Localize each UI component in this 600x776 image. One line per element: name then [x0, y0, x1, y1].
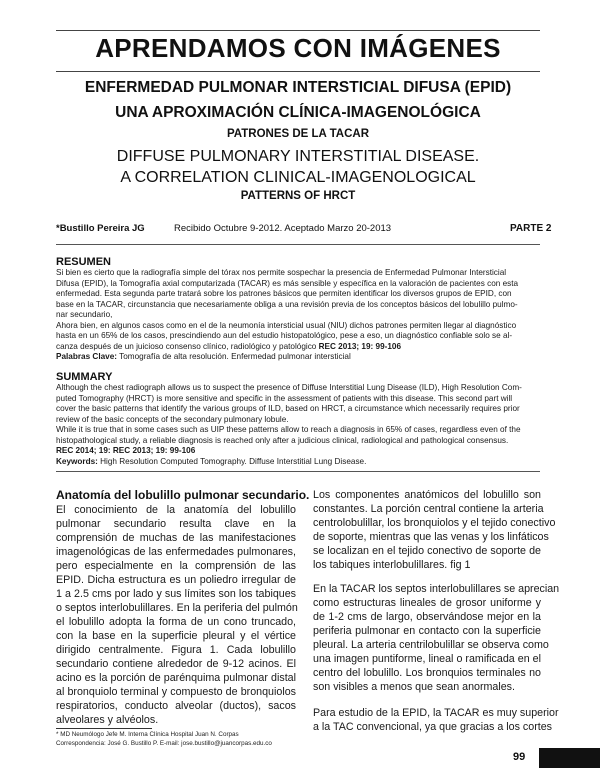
- page-number: 99: [513, 751, 526, 763]
- summary-line: Although the chest radiograph allows us to suspect the presence of Diffuse Interstitial Lung Disease (ILD), High Resolution Com-: [56, 383, 522, 392]
- author: *Bustillo Pereira JG: [56, 223, 145, 234]
- body-line: centrolobulillar, los bronquiolos y el tejido conectivo: [313, 517, 556, 529]
- summary-keywords-label: Keywords:: [56, 456, 98, 466]
- body-line: El conocimiento de la anatomía del lobulillo: [56, 504, 296, 516]
- resumen-line: Ahora bien, en algunos casos como en el de la neumonía intersticial usual (NIU) dichos patrones permiten llegar al diagnóstico: [56, 320, 517, 330]
- resumen-line: enfermedad. Esta segunda parte tratará sobre los patrones básicos que permiten identificar los diversos grupos de EPID, con: [56, 289, 512, 298]
- body-line: secundario contiene alrededor de 9-12 acinos. El: [56, 658, 296, 670]
- resumen-line: Si bien es cierto que la radiografía simple del tórax nos permite sospechar la presencia de Enfermedad Pulmonar Intersticial: [56, 268, 507, 277]
- body-line: Los componentes anatómicos del lobulillo son: [313, 489, 541, 501]
- resumen-keywords-text: Tomografía de alta resolución. Enfermedad pulmonar intersticial: [117, 352, 351, 361]
- resumen-keywords: [56, 352, 540, 363]
- page-number-bar: [539, 748, 600, 768]
- body-line: respiratorios, conducto alveolar (ductos), sacos: [56, 700, 296, 712]
- body-line: 1 a 2.5 cms por lado y sus límites son los tabiques: [56, 588, 296, 600]
- section-heading-anatomia: Anatomía del lobulillo pulmonar secundario.: [56, 488, 310, 502]
- body-line: En la TACAR los septos interlobulillares se aprecian: [313, 583, 560, 595]
- summary-line: histopathological study, a reliable diagnosis is reached only after a judicious clinical, radiological and pathological consensus.: [56, 435, 509, 445]
- summary-ref: [56, 446, 540, 457]
- body-line: con la base en la superficie pleural y el vértice: [56, 630, 296, 642]
- dates: Recibido Octubre 9-2012. Aceptado Marzo 20-2013: [174, 223, 392, 234]
- body-line: comprensión de muchas de las manifestaciones: [56, 532, 296, 544]
- resumen-line: hasta en un 65% de los casos, prescindiendo aun del estudio histopatológico, pese a eso, un diagnóstico confiable solo se al-: [56, 331, 513, 340]
- body-line: EPID. Dicha estructura es un poliedro irregular de: [56, 574, 296, 586]
- body-line: de 1-2 cms de largo, observándose mejor en la: [313, 611, 541, 623]
- footnote-affiliation: * MD Neumólogo Jefe M. Interna Clínica Hospital Juan N. Corpas: [56, 731, 239, 738]
- summary-heading: SUMMARY: [56, 371, 113, 383]
- summary-line: review of the basic concepts of the secondary pulmonary lobule.: [56, 414, 289, 424]
- summary-line: While it is true that in some cases such as UIP these patterns allow to reach a diagnosis in 65% of cases, regardless even of the: [56, 425, 521, 434]
- body-line: periferia pulmonar en contacto con la superficie: [313, 625, 541, 637]
- title-en-line2: A CORRELATION CLINICAL-IMAGENOLOGICAL: [120, 169, 476, 186]
- title-es-line2: UNA APROXIMACIÓN CLÍNICA-IMAGENOLÓGICA: [115, 104, 481, 121]
- body-line: dirigido centralmente. Figura 1. Cada lobulillo: [56, 644, 296, 656]
- section-title: APRENDAMOS CON IMÁGENES: [95, 33, 501, 63]
- body-line: pulmonar secundario resulta clave en la: [56, 518, 296, 530]
- title-es-line1: ENFERMEDAD PULMONAR INTERSTICIAL DIFUSA (EPID): [84, 79, 512, 96]
- body-line: Para estudio de la EPID, la TACAR es muy superior: [313, 707, 559, 719]
- summary-line: puted Tomography (HRCT) is more sensitive and specific in the assessment of patients with this disease. This second part will: [56, 393, 513, 403]
- body-line: o septos interlobulillares. En la periferia del pulmón: [56, 602, 298, 614]
- body-line: como estructuras lineales de grosor uniforme y: [313, 597, 541, 609]
- resumen-line: Difusa (EPID), la Tomografía axial computarizada (TACAR) es más sensible y específica en la valoración de pacientes con esta: [56, 278, 519, 288]
- part-label: PARTE 2: [510, 223, 552, 234]
- summary-keywords-text: High Resolution Computed Tomography. Diffuse Interstitial Lung Disease.: [97, 456, 367, 466]
- subtitle-es: PATRONES DE LA TACAR: [226, 128, 370, 140]
- subtitle-en: PATTERNS OF HRCT: [240, 190, 356, 202]
- resumen-heading: RESUMEN: [56, 256, 112, 268]
- resumen-keywords-label: Palabras Clave:: [56, 352, 117, 361]
- body-line: una imagen puntiforme, lineal o ramificada en el: [313, 653, 541, 665]
- body-line: acino es la porción de parénquima pulmonar distal: [56, 672, 296, 684]
- body-line: centro del lobulillo. Los bronquios terminales no: [313, 667, 541, 679]
- footnote-rule: [56, 728, 152, 729]
- body-line: constantes. La porción central contiene la arteria: [313, 503, 544, 515]
- body-line: son visibles a menos que sean anormales.: [313, 681, 515, 693]
- body-line: pero especialmente en la comprensión de las: [56, 560, 296, 572]
- body-line: alveolares y alvéolos.: [56, 714, 159, 726]
- body-line: los tabiques interlobulillares. fig 1: [313, 559, 471, 571]
- summary-line: cover the basic patterns that identify the various groups of ILD, based on HRCT, a circumstance which necessarily requires prior: [56, 404, 520, 413]
- resumen-line: base en la TACAR, circunstancia que necesariamente obliga a una revisión previa de los conceptos básicos del lobulillo pulmo-: [56, 299, 518, 309]
- resumen-line-last: [56, 342, 540, 353]
- summary-keywords: [56, 457, 540, 468]
- body-line: se localizan en el tejido conectivo de soporte de: [313, 545, 541, 557]
- body-line: pleural. La arteria centrilobulillar se observa como: [313, 639, 549, 651]
- resumen-line: nar secundario,: [56, 310, 113, 319]
- summary-ref-text: REC 2014; 19: REC 2013; 19: 99-106: [56, 446, 196, 455]
- body-line: al bronquiolo terminal y compuesto de bronquiolos: [56, 686, 296, 698]
- resumen-ref: REC 2013; 19: 99-106: [318, 341, 402, 351]
- body-line: a la TAC convencional, ya que gracias a los cortes: [313, 721, 553, 733]
- resumen-line-text: canza después de un juicioso consenso clínico, radiológico y patológico: [56, 341, 319, 351]
- body-line: el lobulillo adopta la forma de un cono truncado,: [56, 616, 296, 628]
- title-en-line1: DIFFUSE PULMONARY INTERSTITIAL DISEASE.: [116, 148, 480, 165]
- body-line: imagenológicas de las enfermedades pulmonares,: [56, 546, 296, 558]
- footnote-correspondence: Correspondencia: José G. Bustillo P. E-mail: jose.bustillo@juancorpas.edu.co: [56, 740, 272, 747]
- body-line: de soporte, mientras que las venas y los linfáticos: [313, 531, 549, 543]
